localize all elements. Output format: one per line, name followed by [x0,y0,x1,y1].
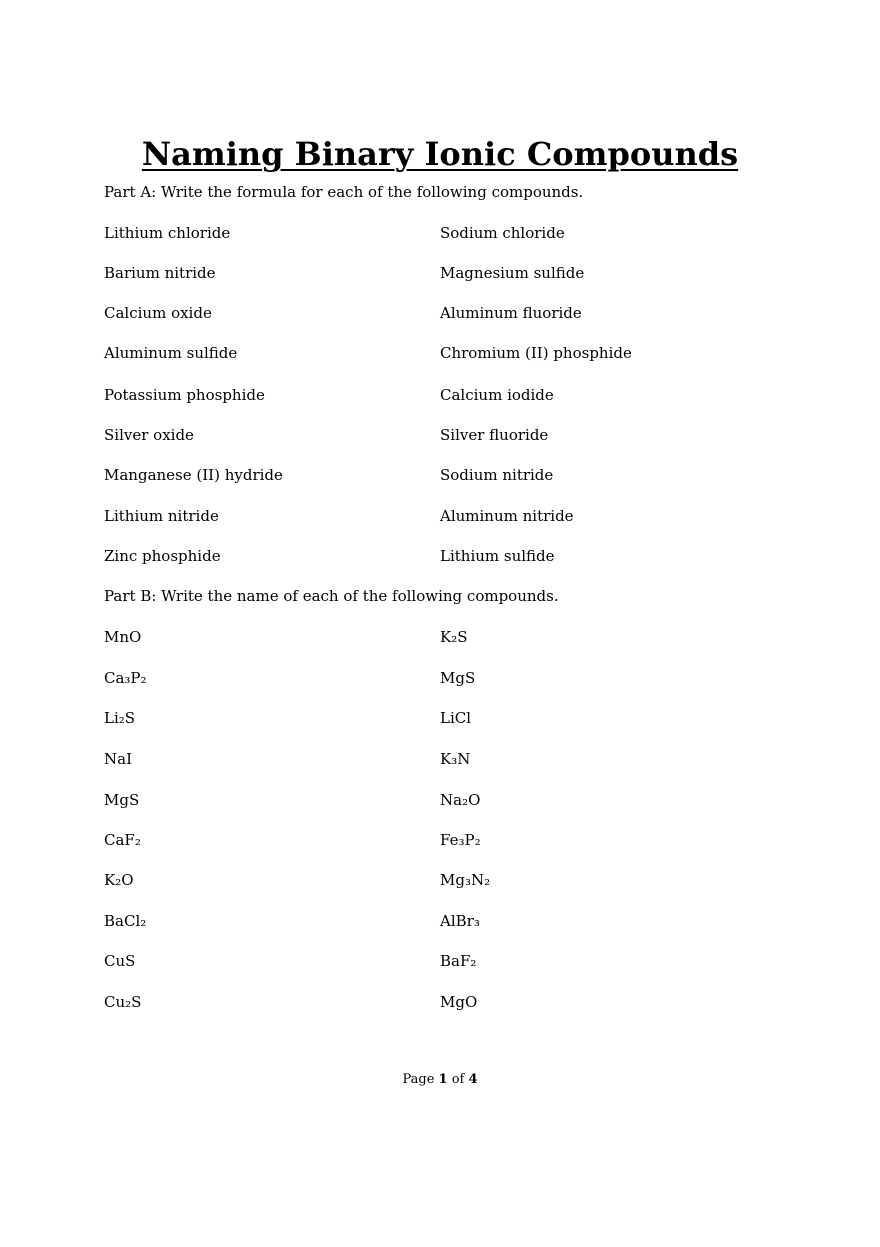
part-b-item: MgS [104,791,140,809]
part-a-item: Lithium chloride [104,224,231,242]
part-b-item: CuS [104,952,136,970]
part-a-item: Aluminum fluoride [440,304,582,322]
part-a-item: Lithium sulfide [440,547,555,565]
part-b-item: K₂S [440,628,468,646]
of-label: of [451,1072,465,1087]
part-b-item: MgO [440,993,478,1011]
part-b-item: Fe₃P₂ [440,831,481,849]
part-a-item: Sodium chloride [440,224,565,242]
part-a-item: Sodium nitride [440,466,554,484]
part-b-item: MgS [440,669,476,687]
part-a-item: Calcium iodide [440,386,554,404]
part-b-item: BaCl₂ [104,912,147,930]
part-a-item: Potassium phosphide [104,386,265,404]
part-b-item: Ca₃P₂ [104,669,147,687]
part-a-item: Calcium oxide [104,304,212,322]
part-b-item: K₃N [440,750,471,768]
part-a-heading: Part A: Write the formula for each of the following compounds. [104,183,584,201]
part-a-item: Chromium (II) phosphide [440,344,632,362]
part-a-item: Barium nitride [104,264,216,282]
part-a-item: Aluminum sulfide [104,344,238,362]
part-b-heading: Part B: Write the name of each of the following compounds. [104,587,559,605]
part-b-item: AlBr₃ [440,912,480,930]
part-a-item: Magnesium sulfide [440,264,585,282]
part-b-item: K₂O [104,871,134,889]
page-title: Naming Binary Ionic Compounds [141,135,739,173]
part-a-item: Silver oxide [104,426,194,444]
part-b-item: Na₂O [440,791,481,809]
part-a-item: Zinc phosphide [104,547,221,565]
part-b-item: BaF₂ [440,952,477,970]
part-b-item: CaF₂ [104,831,141,849]
part-b-item: LiCl [440,709,472,727]
part-a-item: Lithium nitride [104,507,219,525]
part-a-item: Silver fluoride [440,426,549,444]
total-page-count: 4 [468,1072,478,1087]
part-b-item: MnO [104,628,142,646]
page-label: Page [402,1072,435,1087]
page-number-footer [0,1071,880,1089]
part-b-item: Li₂S [104,709,136,727]
current-page-number: 1 [438,1072,448,1087]
part-b-item: Cu₂S [104,993,142,1011]
part-b-item: Mg₃N₂ [440,871,491,889]
part-b-item: NaI [104,750,132,768]
part-a-item: Manganese (II) hydride [104,466,283,484]
part-a-item: Aluminum nitride [440,507,574,525]
